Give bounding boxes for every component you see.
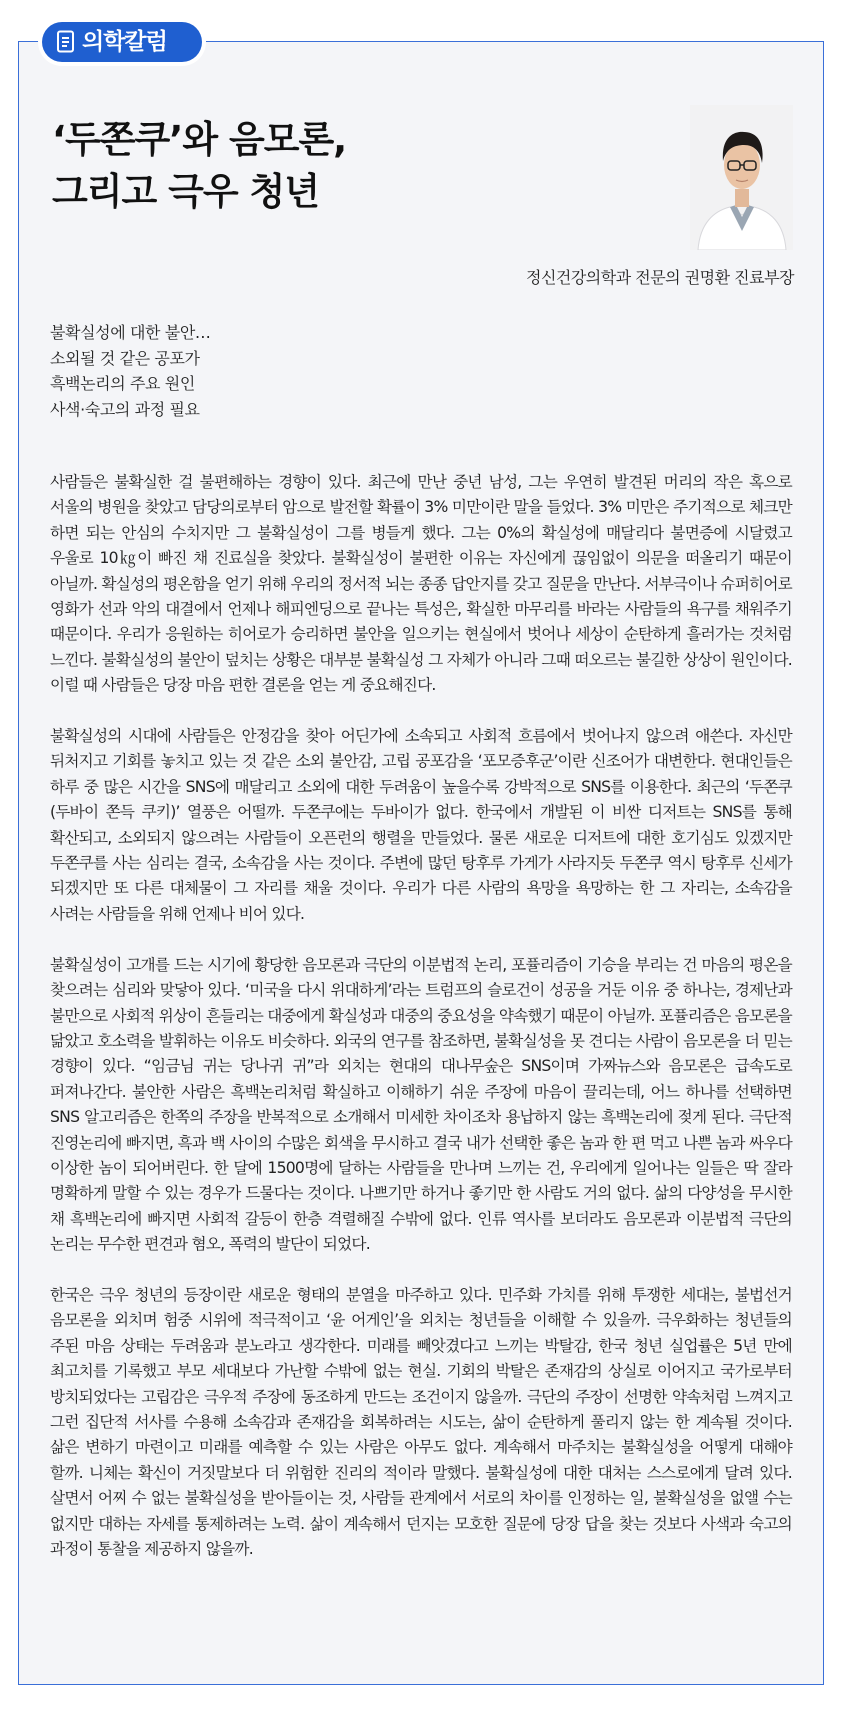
summary-line: 사색·숙고의 과정 필요 <box>50 399 200 419</box>
article-headline <box>52 114 612 218</box>
body-paragraph: 불확실성의 시대에 사람들은 안정감을 찾아 어딘가에 소속되고 사회적 흐름에서 벗어나지 않으려 애쓴다. 자신만 뒤처지고 기회를 놓치고 있는 것 같은 소외 불안감, 고립 공포감을 ‘포모증후군’이란 신조어가 대변한다. 현대인들은 하루 중 많은 시간을 SNS에 매달리고 소외에 대한 두려움이 높을수록 강박적으로 SNS를 이용한다. 최근의 ‘두쫀쿠(두바이 쫀득 쿠키)’ 열풍은 어떨까. 두쫀쿠에는 두바이가 없다. 한국에서 개발된 이 비싼 디저트는 SNS를 통해 확산되고, 소외되지 않으려는 사람들이 오픈런의 행렬을 만들었다. 물론 새로운 디저트에 대한 호기심도 있겠지만 두쫀쿠를 사는 심리는 결국, 소속감을 사는 것이다. 주변에 많던 탕후루 가게가 사라지듯 두쫀쿠 역시 탕후루 신세가 되겠지만 또 다른 대체물이 그 자리를 채울 것이다. 우리가 다른 사람의 욕망을 욕망하는 한 그 자리는, 소속감을 사려는 사람들을 위해 언제나 비어 있다. <box>50 727 792 923</box>
summary-line: 소외될 것 같은 공포가 <box>50 348 200 368</box>
body-paragraph: 불확실성이 고개를 드는 시기에 황당한 음모론과 극단의 이분법적 논리, 포퓰리즘이 기승을 부리는 건 마음의 평온을 찾으려는 심리와 맞닿아 있다. ‘미국을 다시 위대하게’라는 트럼프의 슬로건이 성공을 거둔 이유 중 하나는, 경제난과 불만으로 사회적 위상이 흔들리는 대중에게 확실성과 대중의 중요성을 약속했기 때문이 아닐까. 포퓰리즘은 음모론을 닮았고 호소력을 발휘하는 이유도 비슷하다. 외국의 연구를 참조하면, 불확실성을 못 견디는 사람이 음모론을 더 믿는 경향이 있다. “임금님 귀는 당나귀 귀”라 외치는 현대의 대나무숲은 SNS이며 가짜뉴스와 음모론은 급속도로 퍼져나간다. 불안한 사람은 흑백논리처럼 확실하고 이해하기 쉬운 주장에 마음이 끌리는데, 어느 하나를 선택하면 SNS 알고리즘은 한쪽의 주장을 반복적으로 소개해서 미세한 차이조차 용납하지 않는 흑백논리에 젖게 된다. 극단적 진영논리에 빠지면, 흑과 백 사이의 수많은 회색을 무시하고 결국 내가 선택한 좋은 놈과 한 편 먹고 나쁜 놈과 싸우다 이상한 놈이 되어버린다. 한 달에 1500명에 달하는 사람들을 만나며 느끼는 건, 우리에게 일어나는 일들은 딱 잘라 명확하게 말할 수 있는 경우가 드물다는 것이다. 나쁘기만 하거나 좋기만 한 사람도 거의 없다. 삶의 다양성을 무시한 채 흑백논리에 빠지면 사회적 갈등이 한층 격렬해질 수밖에 없다. 인류 역사를 보더라도 음모론과 이분법적 극단의 논리는 무수한 편견과 혐오, 폭력의 발단이 되었다. <box>50 955 792 1254</box>
author-portrait <box>690 105 793 250</box>
body-paragraph: 한국은 극우 청년의 등장이란 새로운 형태의 분열을 마주하고 있다. 민주화 가치를 위해 투쟁한 세대는, 불법선거 음모론을 외치며 험중 시위에 적극적이고 ‘윤 어게인’을 외치는 청년들을 이해할 수 있을까. 극우화하는 청년들의 주된 마음 상태는 두려움과 분노라고 생각한다. 미래를 빼앗겼다고 느끼는 박탈감, 한국 청년 실업률은 5년 만에 최고치를 기록했고 부모 세대보다 가난할 수밖에 없는 현실. 기회의 박탈은 존재감의 상실로 이어지고 국가로부터 방치되었다는 고립감은 극우적 주장에 동조하게 만드는 조건이지 않을까. 극단의 주장이 선명한 약속처럼 느껴지고 그런 집단적 서사를 수용해 소속감과 존재감을 회복하려는 시도는, 삶이 순탄하게 풀리지 않는 한 계속될 것이다. 삶은 변하기 마련이고 미래를 예측할 수 있는 사람은 아무도 없다. 계속해서 마주치는 불확실성을 어떻게 대해야 할까. 니체는 확신이 거짓말보다 더 위험한 진리의 적이라 말했다. 불확실성에 대한 대처는 스스로에게 달려 있다. 살면서 어찌 수 없는 불확실성을 받아들이는 것, 사람들 관계에서 서로의 차이를 인정하는 일, 불확실성을 없앨 수는 없지만 대하는 자세를 통제하려는 노력. 삶이 계속해서 던지는 모호한 질문에 당장 답을 찾는 것보다 사색과 숙고의 과정이 통찰을 제공하지 않을까. <box>50 1285 792 1559</box>
author-byline: 정신건강의학과 전문의 권명환 진료부장 <box>525 268 794 287</box>
summary-line: 불확실성에 대한 불안… <box>50 323 211 342</box>
summary-line: 흑백논리의 주요 원인 <box>50 374 195 393</box>
article-summary <box>50 320 450 422</box>
author-photo <box>690 105 793 250</box>
headline-line-2: 그리고 극우 청년 <box>52 170 319 213</box>
section-badge-label: 의학칼럼 <box>82 28 167 55</box>
headline-line-1: ‘두쫀쿠’와 음모론, <box>52 118 347 161</box>
article-body <box>50 470 792 1562</box>
section-badge <box>42 22 202 62</box>
document-icon <box>56 30 76 54</box>
body-paragraph: 사람들은 불확실한 걸 불편해하는 경향이 있다. 최근에 만난 중년 남성, 그는 우연히 발견된 머리의 작은 혹으로 서울의 병원을 찾았고 담당의로부터 암으로 발전할 확률이 3% 미만이란 말을 들었다. 3% 미만은 주기적으로 체크만 하면 되는 안심의 수치지만 그 불확실성이 그를 병들게 했다. 그는 0%의 확실성에 매달리다 불면증에 시달렸고 우울로 10㎏이 빠진 채 진료실을 찾았다. 불확실성이 불편한 이유는 자신에게 끊임없이 의문을 떠올리기 때문이 아닐까. 확실성의 평온함을 얻기 위해 우리의 정서적 뇌는 종종 답안지를 갖고 질문을 만난다. 서부극이나 슈퍼히어로 영화가 선과 악의 대결에서 언제나 해피엔딩으로 끝나는 특성은, 확실한 마무리를 바라는 사람들의 욕구를 채워주기 때문이다. 우리가 응원하는 히어로가 승리하면 불안을 일으키는 현실에서 벗어나 세상이 순탄하게 흘러가는 것처럼 느낀다. 불확실성의 불안이 덮치는 상황은 대부분 불확실성 그 자체가 아니라 그때 떠오르는 불길한 상상이 원인이다. 이럴 때 사람들은 당장 마음 편한 결론을 얻는 게 중요해진다. <box>50 473 792 695</box>
